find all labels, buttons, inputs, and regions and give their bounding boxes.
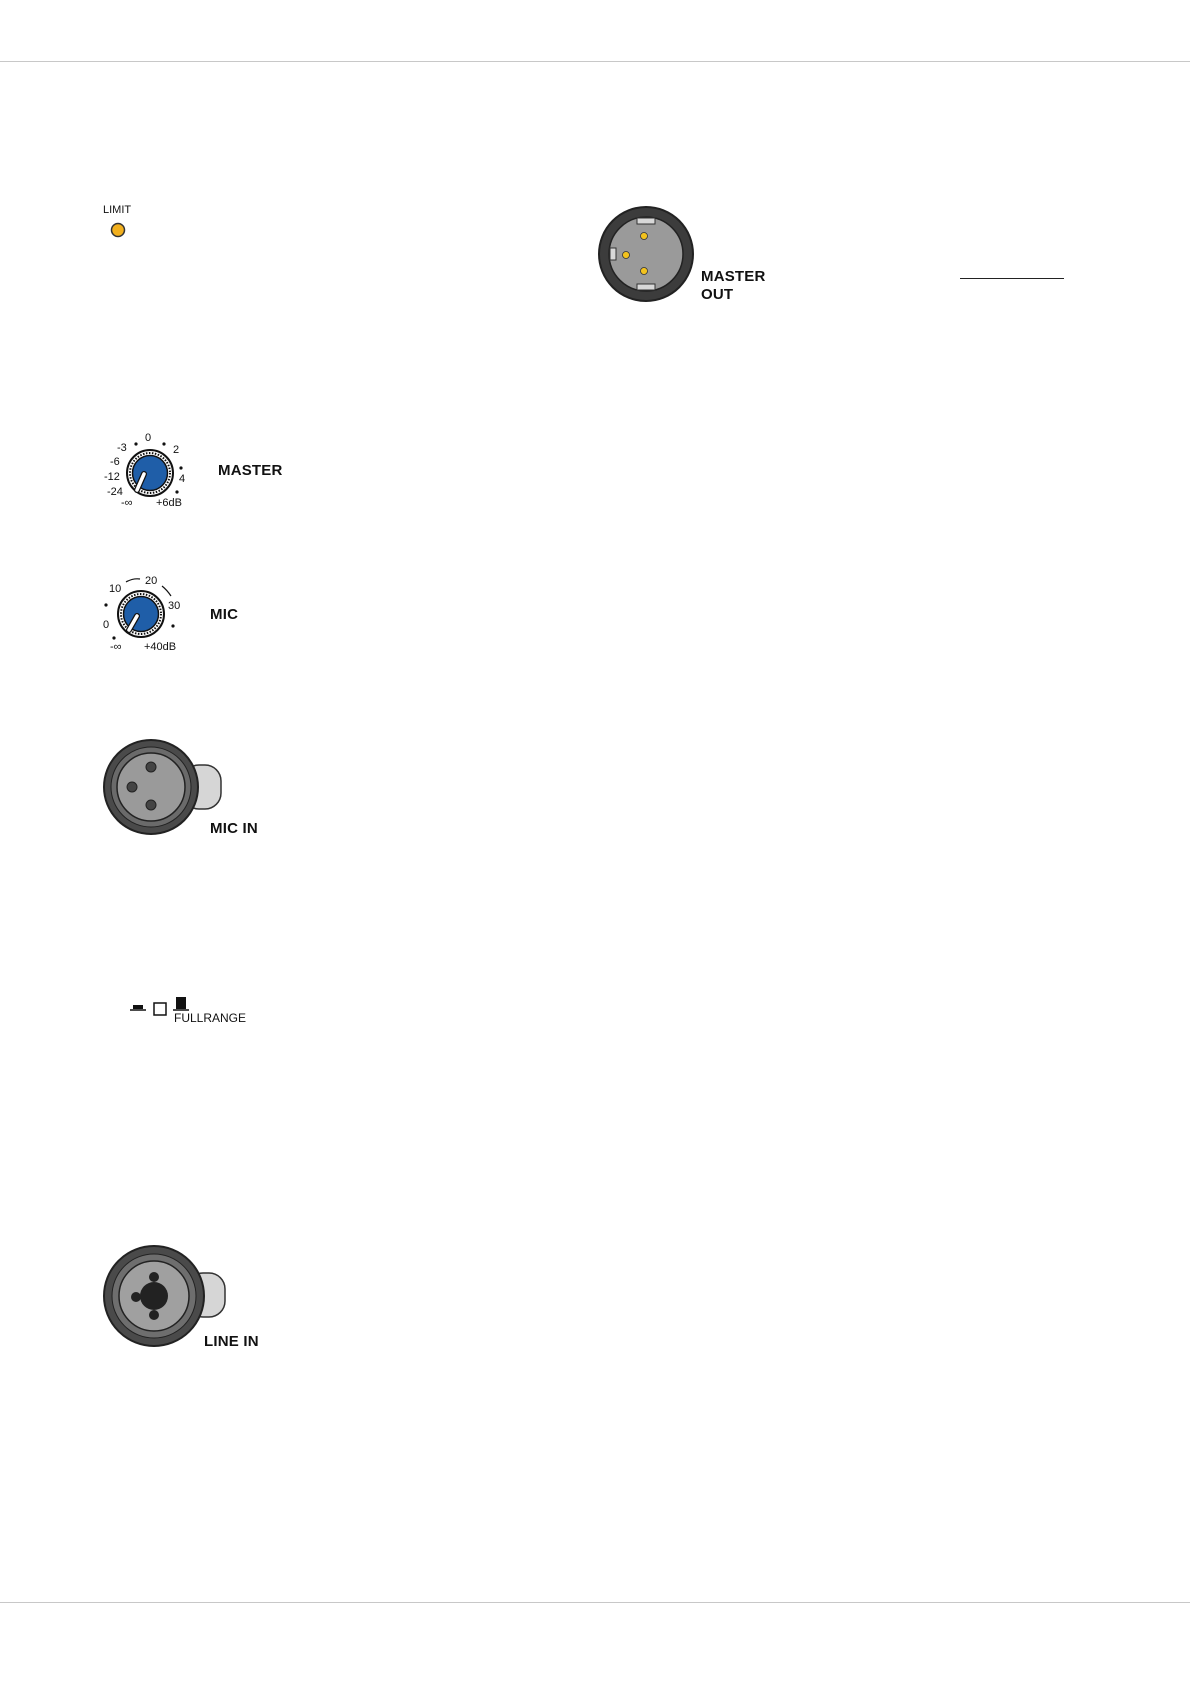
top-rule xyxy=(0,61,1190,62)
master-scale-minus3: -3 xyxy=(117,442,127,454)
master-scale-4: 4 xyxy=(179,473,186,485)
fullrange-switch[interactable] xyxy=(130,997,176,1017)
mic-scale-30: 30 xyxy=(168,600,181,612)
master-scale-2: 2 xyxy=(173,444,180,456)
master-knob-label: MASTER xyxy=(218,462,283,479)
mic-scale-10: 10 xyxy=(109,583,122,595)
fullrange-label: FULLRANGE xyxy=(174,1011,247,1025)
master-out-label-line1: MASTER xyxy=(701,268,766,285)
limit-label: LIMIT xyxy=(103,204,132,216)
master-scale-minus12: -12 xyxy=(104,471,120,483)
master-out-label-line2: OUT xyxy=(701,286,734,303)
master-knob[interactable] xyxy=(100,428,200,512)
mic-scale-20: 20 xyxy=(145,575,158,587)
master-scale-plus6db: +6dB xyxy=(156,497,182,509)
master-scale-minus24: -24 xyxy=(107,486,123,498)
bottom-rule xyxy=(0,1602,1190,1603)
master-scale-minus6: -6 xyxy=(110,456,120,468)
line-in-label: LINE IN xyxy=(204,1333,259,1350)
master-scale-minus-inf: -∞ xyxy=(121,497,133,509)
limit-led xyxy=(110,222,126,238)
master-scale-0: 0 xyxy=(145,432,152,444)
mic-scale-minus-inf: -∞ xyxy=(110,641,122,653)
mic-scale-plus40db: +40dB xyxy=(144,641,177,653)
master-out-xlr-connector[interactable] xyxy=(597,205,695,303)
mic-knob-label: MIC xyxy=(210,606,239,623)
blank-underline xyxy=(960,278,1064,279)
mic-in-xlr-connector[interactable] xyxy=(103,739,223,837)
mic-scale-0: 0 xyxy=(103,619,110,631)
mic-in-label: MIC IN xyxy=(210,820,258,837)
mic-knob[interactable] xyxy=(100,572,192,654)
